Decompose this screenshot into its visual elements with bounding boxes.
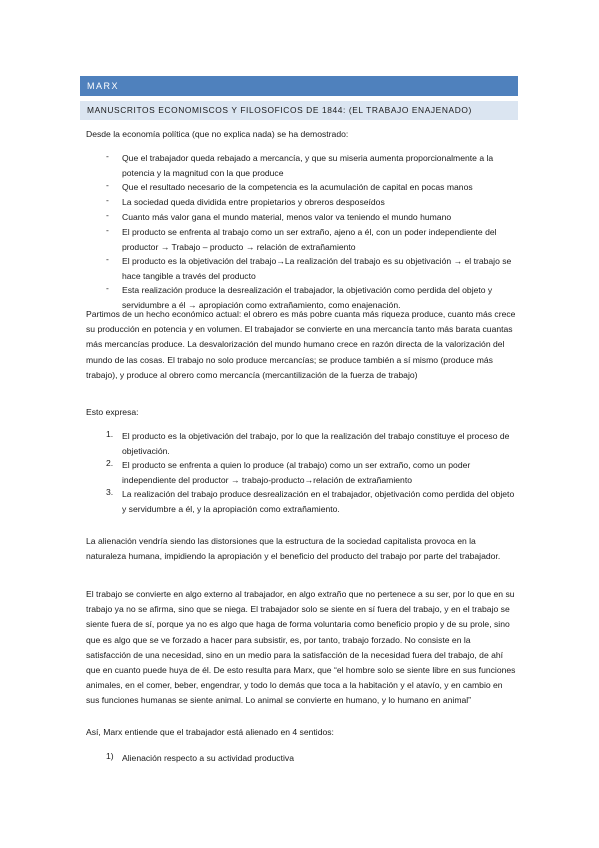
bullet-text: La sociedad queda dividida entre propietarios y obreros desposeídos	[122, 197, 385, 207]
number-marker: 1.	[106, 429, 114, 439]
bullet-text: Que el resultado necesario de la competencia es la acumulación de capital en pocas manos	[122, 182, 473, 192]
section-subtitle-banner: MANUSCRITOS ECONOMISCOS Y FILOSOFICOS DE 1844: (EL TRABAJO ENAJENADO)	[80, 101, 518, 120]
esto-expresa-label: Esto expresa:	[86, 407, 139, 417]
bullet-marker: -	[106, 283, 109, 293]
number-marker: 2.	[106, 458, 114, 468]
paragraph-four-senses: Así, Marx entiende que el trabajador está alienado en 4 sentidos:	[86, 727, 334, 737]
number-marker: 3.	[106, 487, 114, 497]
paragraph-alienation-definition: La alienación vendría siendo las distorsiones que la estructura de la sociedad capitalista provoca en la naturaleza humana, impidiendo la apropiación y el beneficio del producto del trabajo por parte del trabajador.	[86, 536, 501, 562]
bullet-marker: -	[106, 180, 109, 190]
bullet-marker: -	[106, 151, 109, 161]
bullet-marker: -	[106, 195, 109, 205]
bullet-text: El producto se enfrenta al trabajo como un ser extraño, ajeno a él, con un poder independiente del productor → Trabajo – producto → relación de extrañamiento	[122, 227, 497, 253]
bullet-text: Esta realización produce la desrealización el trabajador, la objetivación como perdida del objeto y servidumbre a él → apropiación como extrañamiento, como enajenación.	[122, 285, 493, 311]
sense-marker: 1)	[106, 751, 114, 761]
bullet-text: Cuanto más valor gana el mundo material, menos valor va teniendo el mundo humano	[122, 212, 452, 222]
numbered-text: El producto es la objetivación del trabajo, por lo que la realización del trabajo constituye el proceso de objetivación.	[122, 431, 510, 457]
paragraph-economic-fact: Partimos de un hecho económico actual: el obrero es más pobre cuanta más riqueza produce, cuanto más crece su producción en potencia y en volumen. El trabajador se convierte en una mercancía tanto más barata cuantas más mercancías produce. La desvalorización del mundo humano crece en razón directa de la valorización del mundo de las cosas. El trabajo no solo produce mercancías; se produce también a sí mismo (produce más trabajo), y produce al obrero como mercancía (mercantilización de la fuerza de trabajo)	[86, 309, 516, 380]
bullet-text: Que el trabajador queda rebajado a mercancía, y que su miseria aumenta proporcionalmente a la potencia y la magnitud con la que produce	[122, 153, 494, 179]
sense-text: Alienación respecto a su actividad productiva	[122, 753, 294, 763]
bullet-marker: -	[106, 225, 109, 235]
numbered-text: La realización del trabajo produce desrealización en el trabajador, objetivación como perdida del objeto y servidumbre a él, y la apropiación como extrañamiento.	[122, 489, 515, 515]
bullet-text: El producto es la objetivación del trabajo→La realización del trabajo es su objetivación → el trabajo se hace tangible a través del producto	[122, 256, 512, 282]
section-title-banner: MARX	[80, 76, 518, 96]
numbered-text: El producto se enfrenta a quien lo produce (al trabajo) como un ser extraño, como un poder independiente del productor → trabajo-producto→relación de extrañamiento	[122, 460, 471, 486]
paragraph-forced-labor: El trabajo se convierte en algo externo al trabajador, en algo extraño que no pertenece a su ser, por lo que en su trabajo ya no se afirma, sino que se niega. El trabajador solo se siente en sí fuera del trabajo, y en el trabajo se siente fuera de sí, porque ya no es algo que haga de forma voluntaria como beneficio propio y de su prole, sino que es algo que se ve forzado a hacer para subsistir, es, por tanto, trabajo forzado. No consiste en la satisfacción de una necesidad, sino en un medio para la satisfacción de la necesidad fuera del trabajo, de ahí que en cuanto puede huya de él. De esto resulta para Marx, que “el hombre solo se siente libre en sus funciones animales, en el comer, beber, engendrar, y todo lo demás que toca a la habitación y el atavío, y en cambio en sus funciones humanas se siente animal. Lo animal se convierte en humano, y lo humano en animal”	[86, 589, 516, 706]
bullet-marker: -	[106, 254, 109, 264]
bullet-marker: -	[106, 210, 109, 220]
intro-text: Desde la economía política (que no explica nada) se ha demostrado:	[86, 129, 349, 139]
